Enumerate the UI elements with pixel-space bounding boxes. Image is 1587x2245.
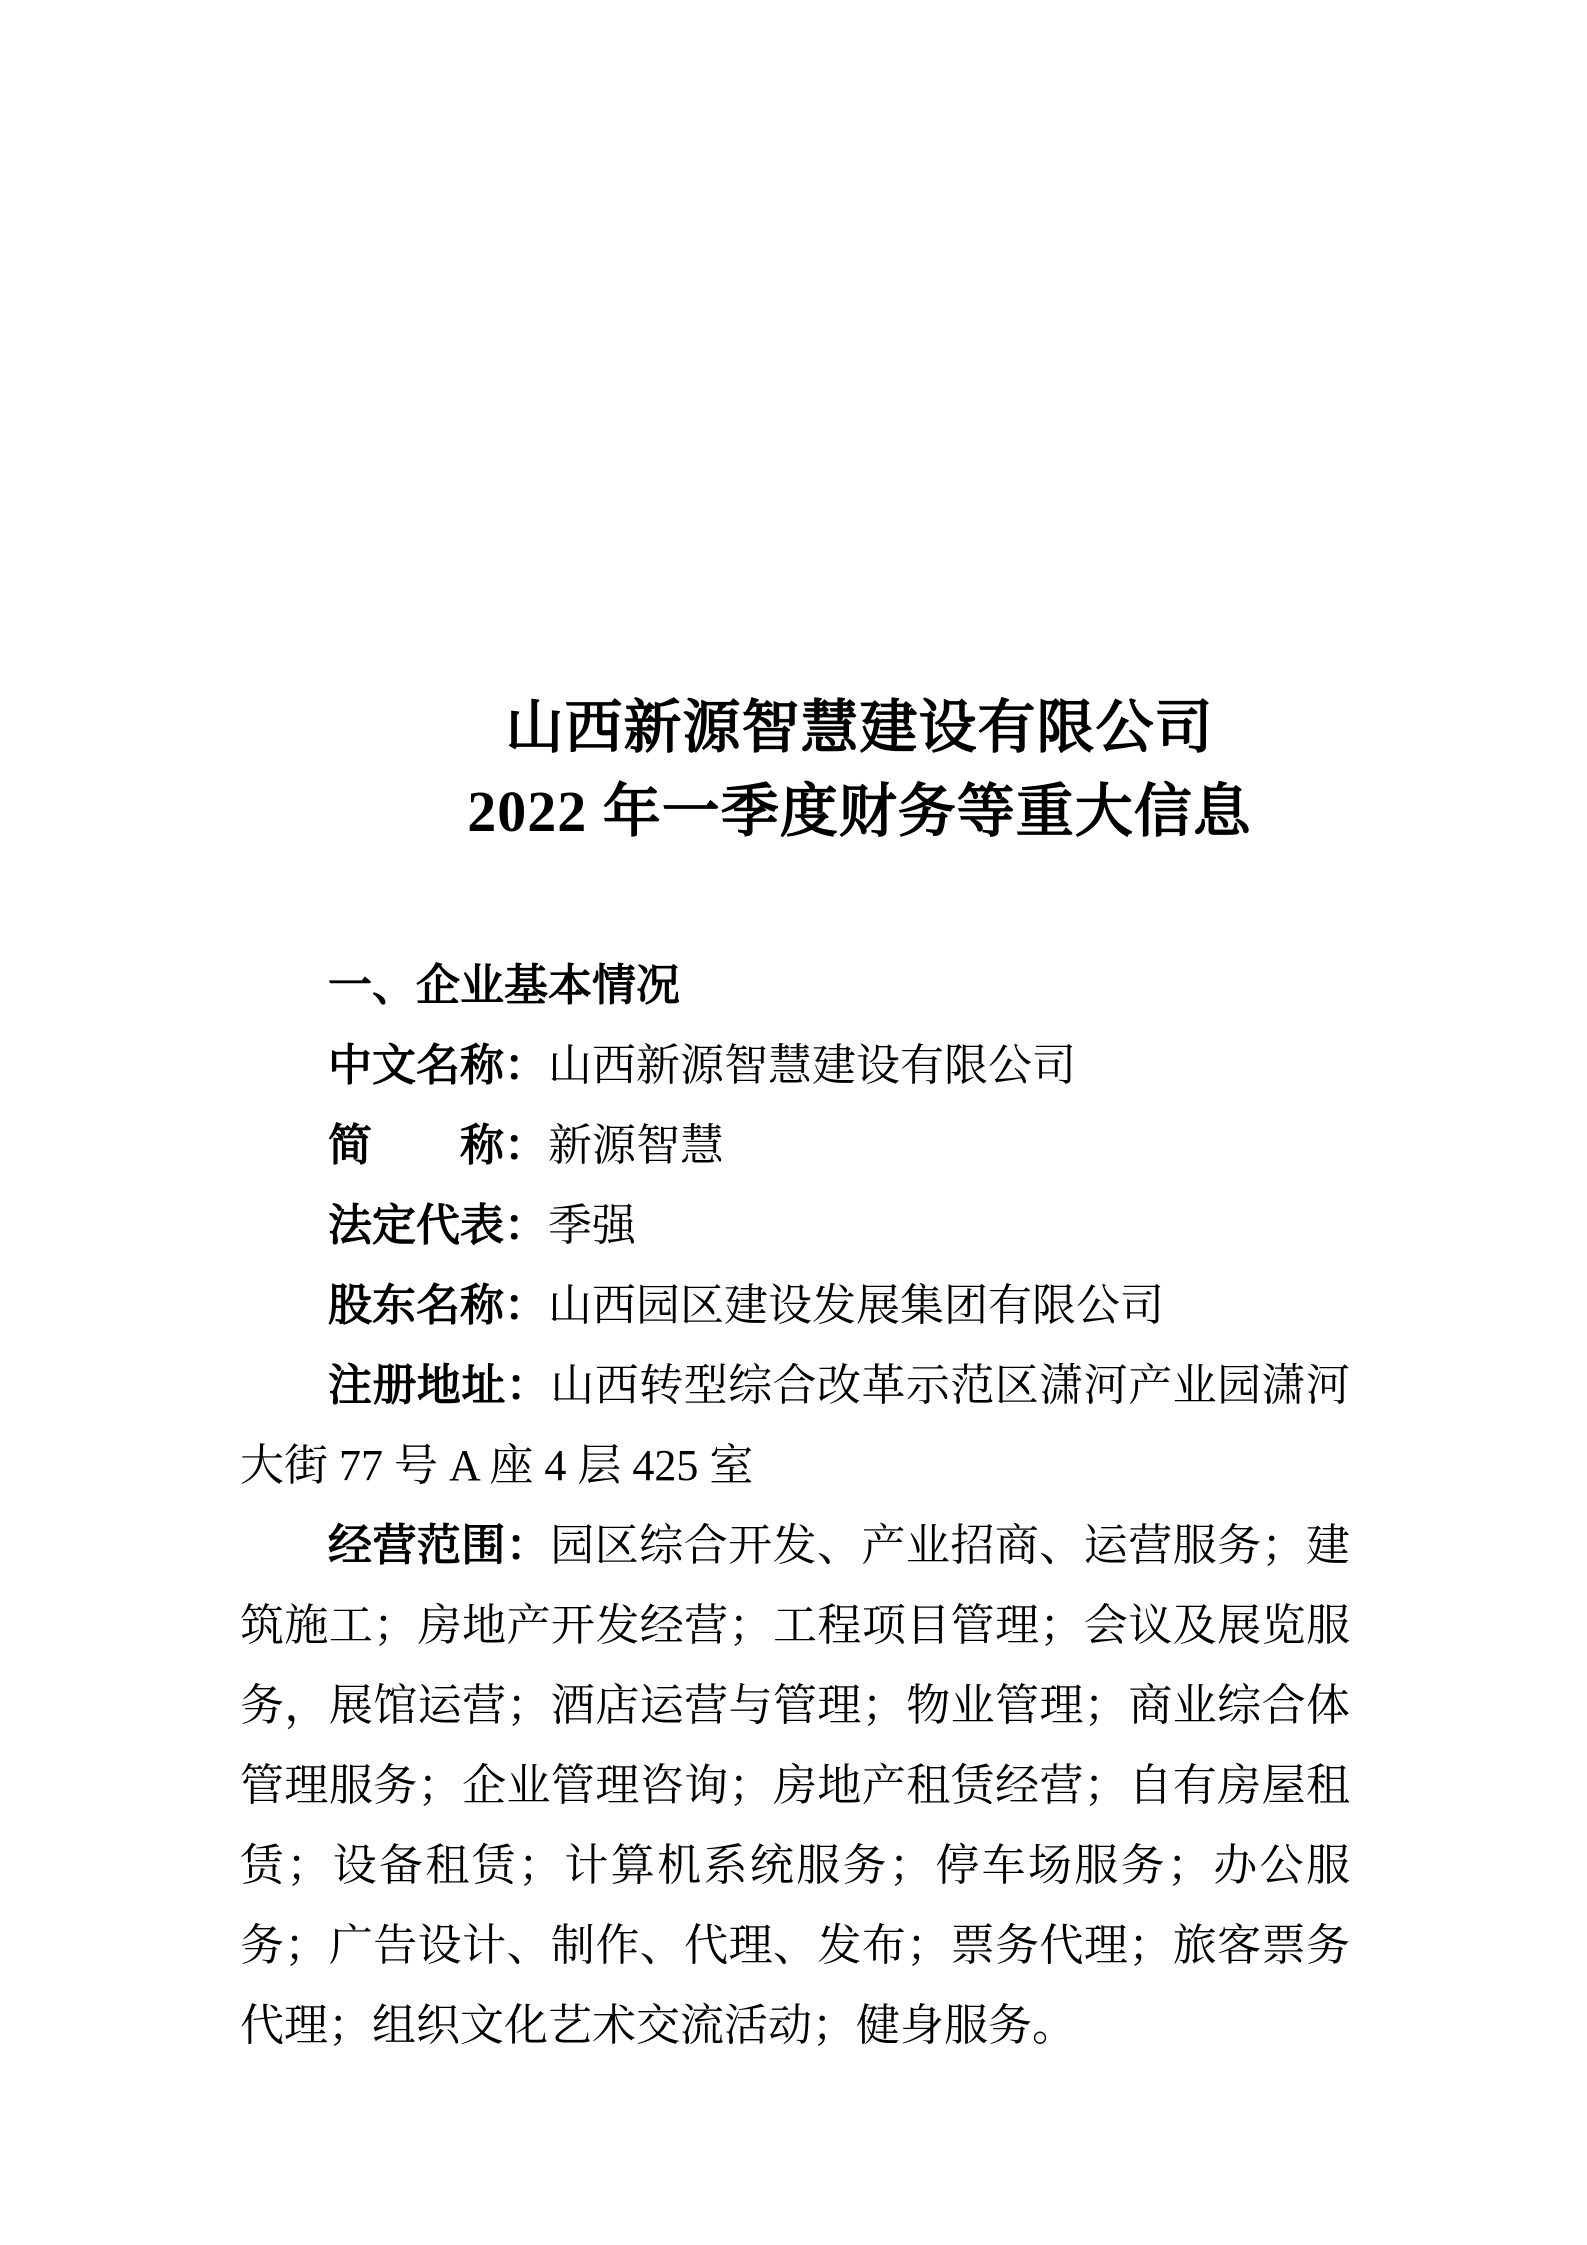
field-registered-address-value: 山西转型综合改革示范区潇河产业园潇河大街 77 号 A 座 4 层 425 室 [240,1361,1351,1490]
field-business-scope-label: 经营范围： [328,1521,551,1570]
field-legal-representative-value: 季强 [548,1201,636,1250]
field-shareholder-name-value: 山西园区建设发展集团有限公司 [548,1281,1164,1330]
field-legal-representative [240,1186,1350,1266]
field-legal-representative-label: 法定代表： [328,1201,548,1250]
field-shareholder-name-label: 股东名称： [328,1281,548,1330]
field-chinese-name-label: 中文名称： [328,1041,548,1090]
field-registered-address [240,1346,1350,1506]
field-chinese-name-value: 山西新源智慧建设有限公司 [548,1041,1076,1090]
section-heading: 一、企业基本情况 [328,961,680,1010]
document-title-line2: 2022 年一季度财务等重大信息 [467,779,1252,844]
field-shareholder-name [240,1266,1350,1346]
field-short-name [240,1106,1350,1186]
field-business-scope [240,1506,1350,2066]
field-chinese-name [240,1026,1350,1106]
field-short-name-label: 简 称： [328,1121,548,1170]
field-registered-address-label: 注册地址： [328,1361,551,1410]
document-title [0,686,1587,854]
document-body [240,946,1350,2066]
field-short-name-value: 新源智慧 [548,1121,724,1170]
document-title-line1: 山西新源智慧建设有限公司 [505,695,1214,760]
field-business-scope-value: 园区综合开发、产业招商、运营服务；建筑施工；房地产开发经营；工程项目管理；会议及展览服务，展馆运营；酒店运营与管理；物业管理；商业综合体管理服务；企业管理咨询；房地产租赁经营；自有房屋租赁；设备租赁；计算机系统服务；停车场服务；办公服务；广告设计、制作、代理、发布；票务代理；旅客票务代理；组织文化艺术交流活动；健身服务。 [240,1521,1351,2050]
